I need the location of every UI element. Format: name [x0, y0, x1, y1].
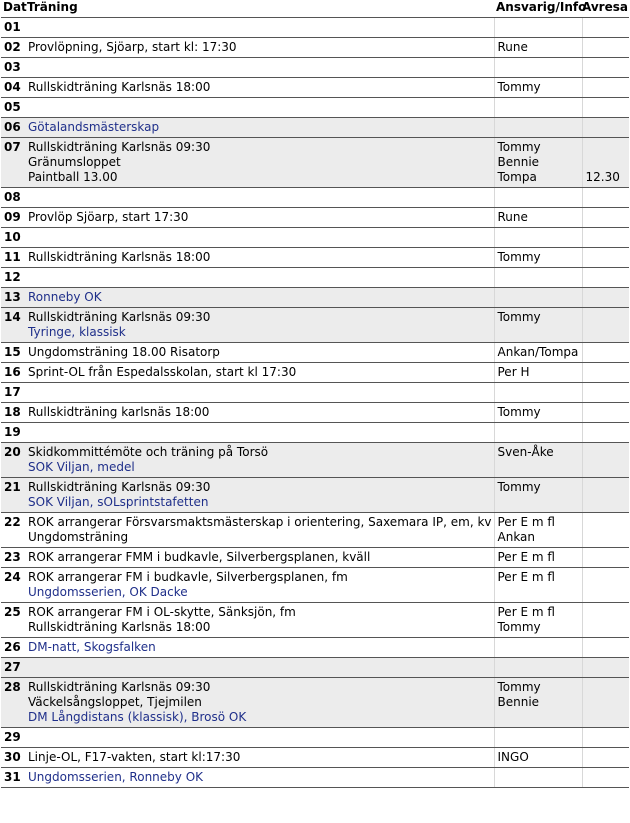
training-line: Rullskidträning Karlsnäs 09:30 [28, 310, 211, 324]
training-line: Provlöpning, Sjöarp, start kl: 17:30 [28, 40, 237, 54]
day-cell: 05 [1, 98, 25, 118]
day-cell: 14 [1, 308, 25, 343]
table-row [1, 208, 629, 228]
day-cell: 17 [1, 383, 25, 403]
responsible-name: Tommy [497, 140, 541, 154]
departure-cell [582, 118, 629, 138]
responsible-cell [494, 383, 582, 403]
day-cell: 13 [1, 288, 25, 308]
event-link[interactable]: Ronneby OK [28, 290, 102, 304]
table-header [1, 0, 629, 18]
training-schedule-table [1, 0, 629, 788]
departure-cell [582, 288, 629, 308]
training-line: Sprint-OL från Espedalsskolan, start kl 17:30 [28, 365, 297, 379]
responsible-cell [494, 638, 582, 658]
responsible-cell [494, 228, 582, 248]
day-cell: 25 [1, 603, 25, 638]
table-row [1, 188, 629, 208]
table-row [1, 308, 629, 343]
training-line: Gränumsloppet [28, 155, 121, 169]
training-cell [25, 478, 494, 513]
training-cell [25, 343, 494, 363]
responsible-name: Per E m fl [497, 605, 555, 619]
departure-cell [582, 603, 629, 638]
header-row [1, 0, 629, 18]
day-cell: 08 [1, 188, 25, 208]
responsible-name: Ankan [497, 530, 536, 544]
departure-cell [582, 188, 629, 208]
table-row [1, 98, 629, 118]
responsible-cell [494, 728, 582, 748]
responsible-name: Per E m fl [497, 550, 555, 564]
training-cell [25, 58, 494, 78]
responsible-cell [494, 768, 582, 788]
table-row [1, 678, 629, 728]
table-row [1, 568, 629, 603]
responsible-name: Per H [497, 365, 530, 379]
departure-cell [582, 678, 629, 728]
day-cell: 23 [1, 548, 25, 568]
training-line: ROK arrangerar FMM i budkavle, Silverbergsplanen, kväll [28, 550, 371, 564]
training-line: Ungdomsträning 18.00 Risatorp [28, 345, 220, 359]
responsible-cell [494, 308, 582, 343]
departure-cell [582, 768, 629, 788]
day-cell: 19 [1, 423, 25, 443]
departure-cell [582, 478, 629, 513]
header-dat: Dat [1, 0, 25, 18]
table-row [1, 118, 629, 138]
day-cell: 22 [1, 513, 25, 548]
responsible-cell [494, 443, 582, 478]
training-cell [25, 363, 494, 383]
day-cell: 29 [1, 728, 25, 748]
training-line: Ungdomsträning [28, 530, 129, 544]
event-link[interactable]: SOK Viljan, medel [28, 460, 135, 474]
event-link[interactable]: DM Långdistans (klassisk), Brosö OK [28, 710, 247, 724]
training-line: Rullskidträning Karlsnäs 09:30 [28, 140, 211, 154]
departure-cell [582, 18, 629, 38]
responsible-name: Rune [497, 40, 528, 54]
day-cell: 11 [1, 248, 25, 268]
departure-cell [582, 308, 629, 343]
day-cell: 16 [1, 363, 25, 383]
departure-cell [582, 38, 629, 58]
table-row [1, 78, 629, 98]
responsible-name: Tommy [497, 620, 541, 634]
responsible-name: Tommy [497, 680, 541, 694]
training-line: Rullskidträning Karlsnäs 09:30 [28, 480, 211, 494]
training-cell [25, 383, 494, 403]
departure-cell [582, 383, 629, 403]
training-line: Väckelsångsloppet, Tjejmilen [28, 695, 202, 709]
training-line: ROK arrangerar Försvarsmaktsmästerskap i orientering, Saxemara IP, em, kv [28, 515, 492, 529]
responsible-cell [494, 98, 582, 118]
training-cell [25, 118, 494, 138]
table-row [1, 38, 629, 58]
responsible-cell [494, 568, 582, 603]
departure-cell [582, 208, 629, 228]
day-cell: 27 [1, 658, 25, 678]
table-row [1, 658, 629, 678]
departure-cell [582, 638, 629, 658]
departure-cell [582, 548, 629, 568]
table-row [1, 728, 629, 748]
day-cell: 20 [1, 443, 25, 478]
day-cell: 03 [1, 58, 25, 78]
table-row [1, 363, 629, 383]
responsible-name: Bennie [497, 695, 540, 709]
training-cell [25, 423, 494, 443]
responsible-cell [494, 678, 582, 728]
day-cell: 10 [1, 228, 25, 248]
responsible-cell [494, 18, 582, 38]
table-row [1, 478, 629, 513]
responsible-name: Tompa [497, 170, 537, 184]
day-cell: 09 [1, 208, 25, 228]
training-cell [25, 308, 494, 343]
event-link[interactable]: DM-natt, Skogsfalken [28, 640, 156, 654]
day-cell: 30 [1, 748, 25, 768]
day-cell: 24 [1, 568, 25, 603]
table-body [1, 18, 629, 788]
training-cell [25, 638, 494, 658]
table-row [1, 768, 629, 788]
responsible-name: Ankan/Tompa [497, 345, 579, 359]
responsible-name: INGO [497, 750, 529, 764]
responsible-cell [494, 188, 582, 208]
training-cell [25, 548, 494, 568]
event-link[interactable]: SOK Viljan, sOLsprintstafetten [28, 495, 209, 509]
responsible-cell [494, 38, 582, 58]
responsible-cell [494, 363, 582, 383]
responsible-name: Per E m fl [497, 515, 555, 529]
training-line: Linje-OL, F17-vakten, start kl:17:30 [28, 750, 241, 764]
training-cell [25, 208, 494, 228]
departure-cell [582, 248, 629, 268]
departure-cell [582, 728, 629, 748]
training-cell [25, 603, 494, 638]
table-row [1, 248, 629, 268]
responsible-cell [494, 478, 582, 513]
responsible-cell [494, 748, 582, 768]
table-row [1, 58, 629, 78]
training-line: Rullskidträning Karlsnäs 18:00 [28, 250, 211, 264]
training-line: Rullskidträning karlsnäs 18:00 [28, 405, 210, 419]
day-cell: 06 [1, 118, 25, 138]
table-row [1, 638, 629, 658]
training-cell [25, 288, 494, 308]
header-ansvarig: Ansvarig/Info [494, 0, 582, 18]
departure-cell [582, 513, 629, 548]
training-cell [25, 18, 494, 38]
training-line: Provlöp Sjöarp, start 17:30 [28, 210, 189, 224]
day-cell: 07 [1, 138, 25, 188]
training-cell [25, 98, 494, 118]
departure-cell [582, 98, 629, 118]
responsible-cell [494, 658, 582, 678]
departure-cell [582, 58, 629, 78]
day-cell: 12 [1, 268, 25, 288]
departure-cell [582, 748, 629, 768]
responsible-name: Tommy [497, 310, 541, 324]
departure-time: 12.30 [585, 170, 620, 184]
responsible-cell [494, 248, 582, 268]
departure-cell [582, 658, 629, 678]
departure-cell [582, 363, 629, 383]
departure-cell [582, 228, 629, 248]
responsible-cell [494, 78, 582, 98]
training-cell [25, 513, 494, 548]
training-cell [25, 268, 494, 288]
table-row [1, 423, 629, 443]
training-line: Skidkommittémöte och träning på Torsö [28, 445, 269, 459]
training-cell [25, 403, 494, 423]
training-line: Paintball 13.00 [28, 170, 118, 184]
header-traning: Träning [25, 0, 494, 18]
training-cell [25, 678, 494, 728]
departure-cell [582, 78, 629, 98]
day-cell: 31 [1, 768, 25, 788]
event-link[interactable]: Ungdomsserien, OK Dacke [28, 585, 188, 599]
day-cell: 21 [1, 478, 25, 513]
responsible-name: Per E m fl [497, 570, 555, 584]
day-cell: 28 [1, 678, 25, 728]
departure-cell [582, 268, 629, 288]
training-cell [25, 728, 494, 748]
responsible-cell [494, 513, 582, 548]
responsible-name: Rune [497, 210, 528, 224]
departure-cell [582, 138, 629, 188]
table-row [1, 603, 629, 638]
training-cell [25, 138, 494, 188]
responsible-name: Tommy [497, 480, 541, 494]
table-row [1, 343, 629, 363]
training-line: ROK arrangerar FM i OL-skytte, Sänksjön, fm [28, 605, 296, 619]
responsible-cell [494, 343, 582, 363]
event-link[interactable]: Tyringe, klassisk [28, 325, 126, 339]
table-row [1, 548, 629, 568]
training-cell [25, 188, 494, 208]
responsible-name: Tommy [497, 250, 541, 264]
table-row [1, 268, 629, 288]
training-cell [25, 248, 494, 268]
responsible-cell [494, 118, 582, 138]
responsible-cell [494, 548, 582, 568]
event-link[interactable]: Götalandsmästerskap [28, 120, 160, 134]
responsible-cell [494, 423, 582, 443]
day-cell: 04 [1, 78, 25, 98]
responsible-cell [494, 603, 582, 638]
training-cell [25, 568, 494, 603]
day-cell: 01 [1, 18, 25, 38]
responsible-cell [494, 58, 582, 78]
responsible-name: Sven-Åke [497, 445, 554, 459]
header-avresa: Avresa [582, 0, 629, 18]
training-cell [25, 748, 494, 768]
departure-cell [582, 403, 629, 423]
training-line: ROK arrangerar FM i budkavle, Silverbergsplanen, fm [28, 570, 348, 584]
training-cell [25, 38, 494, 58]
responsible-name: Bennie [497, 155, 540, 169]
event-link[interactable]: Ungdomsserien, Ronneby OK [28, 770, 204, 784]
table-row [1, 138, 629, 188]
responsible-name: Tommy [497, 405, 541, 419]
training-line: Rullskidträning Karlsnäs 18:00 [28, 80, 211, 94]
training-cell [25, 658, 494, 678]
departure-cell [582, 568, 629, 603]
responsible-cell [494, 208, 582, 228]
training-line: Rullskidträning Karlsnäs 09:30 [28, 680, 211, 694]
table-row [1, 748, 629, 768]
table-row [1, 403, 629, 423]
departure-cell [582, 443, 629, 478]
day-cell: 26 [1, 638, 25, 658]
responsible-cell [494, 288, 582, 308]
training-cell [25, 768, 494, 788]
table-row [1, 288, 629, 308]
training-cell [25, 443, 494, 478]
responsible-name: Tommy [497, 80, 541, 94]
table-row [1, 18, 629, 38]
day-cell: 15 [1, 343, 25, 363]
responsible-cell [494, 268, 582, 288]
training-line: Rullskidträning Karlsnäs 18:00 [28, 620, 211, 634]
departure-cell [582, 423, 629, 443]
training-cell [25, 228, 494, 248]
departure-cell [582, 343, 629, 363]
day-cell: 18 [1, 403, 25, 423]
table-row [1, 383, 629, 403]
responsible-cell [494, 138, 582, 188]
table-row [1, 228, 629, 248]
table-row [1, 443, 629, 478]
day-cell: 02 [1, 38, 25, 58]
responsible-cell [494, 403, 582, 423]
training-cell [25, 78, 494, 98]
table-row [1, 513, 629, 548]
